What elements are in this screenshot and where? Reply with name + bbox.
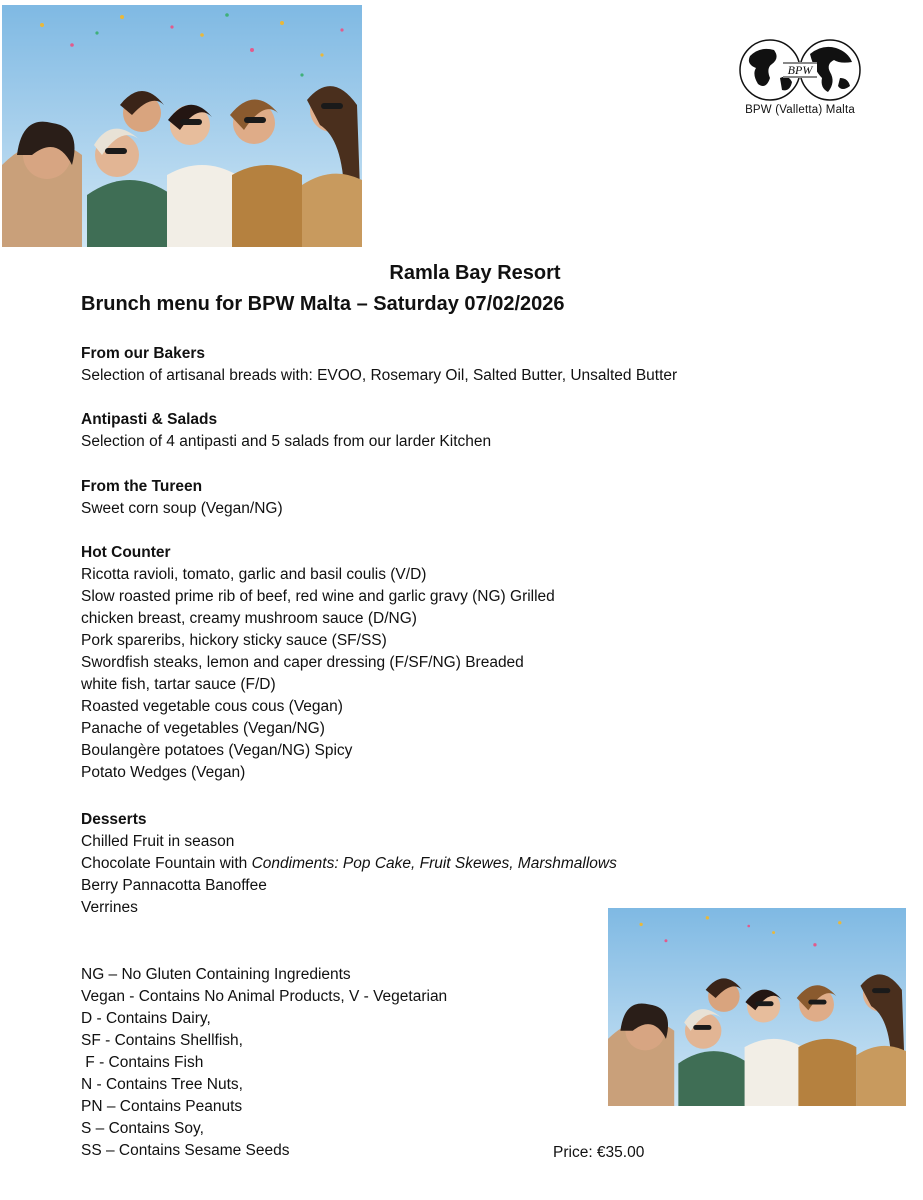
section-bakers [81,343,677,387]
legend-line: D - Contains Dairy, [81,1010,211,1027]
section-hot-counter [81,542,555,784]
section-heading: Hot Counter [81,544,171,561]
bpw-globe-emblem [736,38,864,102]
menu-line: Roasted vegetable cous cous (Vegan) [81,698,343,715]
menu-line: Slow roasted prime rib of beef, red wine and garlic gravy (NG) Grilled [81,588,555,605]
section-desserts [81,809,617,919]
menu-line: Ricotta ravioli, tomato, garlic and basil coulis (V/D) [81,566,427,583]
legend-line: SF - Contains Shellfish, [81,1032,243,1049]
legend-line: PN – Contains Peanuts [81,1098,243,1115]
section-tureen [81,476,283,520]
menu-line: Swordfish steaks, lemon and caper dressing (F/SF/NG) Breaded [81,654,524,671]
celebration-photo-bottom [608,908,906,1106]
menu-line-fountain [81,853,617,875]
menu-line: Pork spareribs, hickory sticky sauce (SF/SS) [81,632,387,649]
menu-line: Boulangère potatoes (Vegan/NG) Spicy [81,742,353,759]
legend-line: NG – No Gluten Containing Ingredients [81,966,351,983]
celebration-photo-top [2,5,362,247]
logo-caption: BPW (Valletta) Malta [745,104,855,116]
legend-line: S – Contains Soy, [81,1120,204,1137]
allergen-legend [81,964,447,1162]
price: Price: €35.00 [553,1144,645,1161]
resort-title: Ramla Bay Resort [389,262,561,284]
menu-line: Potato Wedges (Vegan) [81,764,246,781]
legend-line: Vegan - Contains No Animal Products, V - Vegetarian [81,988,448,1005]
section-heading: Desserts [81,811,147,828]
menu-title: Brunch menu for BPW Malta – Saturday 07/02/2026 [81,293,565,315]
legend-line: N - Contains Tree Nuts, [81,1076,243,1093]
legend-line: F - Contains Fish [81,1054,204,1071]
menu-line: Panache of vegetables (Vegan/NG) [81,720,325,737]
menu-line: Chilled Fruit in season [81,833,235,850]
menu-line: Sweet corn soup (Vegan/NG) [81,500,283,517]
legend-line: SS – Contains Sesame Seeds [81,1142,290,1159]
menu-line: Selection of 4 antipasti and 5 salads from our larder Kitchen [81,433,492,450]
section-heading: From the Tureen [81,478,203,495]
section-antipasti [81,409,491,453]
menu-line: Selection of artisanal breads with: EVOO, Rosemary Oil, Salted Butter, Unsalted Butter [81,367,678,384]
menu-line: chicken breast, creamy mushroom sauce (D/NG) [81,610,417,627]
menu-line: Berry Pannacotta Banoffee [81,877,267,894]
fountain-condiments: Condiments: Pop Cake, Fruit Skewes, Marshmallows [251,855,617,872]
section-heading: From our Bakers [81,345,206,362]
menu-line: white fish, tartar sauce (F/D) [81,676,276,693]
bpw-emblem-text: BPW [787,63,813,77]
fountain-prefix: Chocolate Fountain with [81,855,252,872]
bpw-logo [736,38,864,122]
menu-line: Verrines [81,899,138,916]
section-heading: Antipasti & Salads [81,411,218,428]
